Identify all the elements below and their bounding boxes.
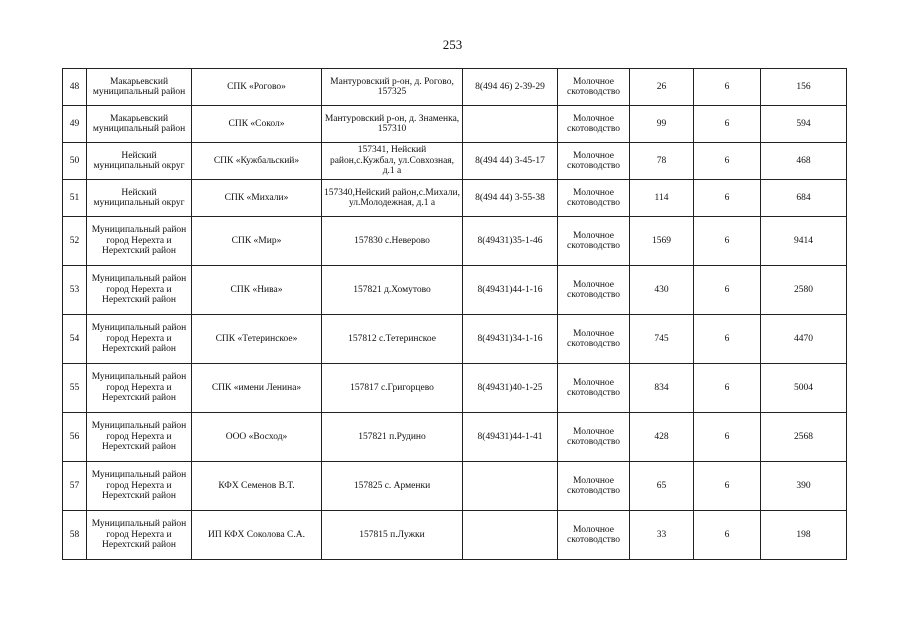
table-row — [63, 217, 847, 266]
phone-cell — [463, 511, 558, 560]
activity-cell: Молочное скотоводство — [558, 106, 630, 143]
municipality-cell: Муниципальный район город Нерехта и Нерехтский район — [87, 266, 192, 315]
table-row — [63, 511, 847, 560]
table-row — [63, 266, 847, 315]
phone-cell: 8(49431)35-1-46 — [463, 217, 558, 266]
livestock-count-cell: 745 — [630, 315, 694, 364]
registry-body — [63, 69, 847, 560]
total-cell: 156 — [761, 69, 847, 106]
activity-cell: Молочное скотоводство — [558, 511, 630, 560]
row-number-cell: 53 — [63, 266, 87, 315]
municipality-cell: Муниципальный район город Нерехта и Нерехтский район — [87, 413, 192, 462]
rate-cell: 6 — [694, 413, 761, 462]
address-cell: 157340,Нейский район,с.Михали, ул.Молодежная, д.1 а — [322, 180, 463, 217]
municipality-cell: Муниципальный район город Нерехта и Нерехтский район — [87, 511, 192, 560]
organization-cell: СПК «Сокол» — [192, 106, 322, 143]
rate-cell: 6 — [694, 106, 761, 143]
phone-cell — [463, 462, 558, 511]
row-number-cell: 56 — [63, 413, 87, 462]
livestock-count-cell: 834 — [630, 364, 694, 413]
row-number-cell: 57 — [63, 462, 87, 511]
activity-cell: Молочное скотоводство — [558, 266, 630, 315]
phone-cell: 8(49431)34-1-16 — [463, 315, 558, 364]
livestock-count-cell: 65 — [630, 462, 694, 511]
address-cell: Мантуровский р-он, д. Знаменка, 157310 — [322, 106, 463, 143]
address-cell: 157341, Нейский район,с.Кужбал, ул.Совхозная, д.1 а — [322, 143, 463, 180]
table-row — [63, 462, 847, 511]
table-row — [63, 364, 847, 413]
municipality-cell: Муниципальный район город Нерехта и Нерехтский район — [87, 462, 192, 511]
rate-cell: 6 — [694, 143, 761, 180]
total-cell: 468 — [761, 143, 847, 180]
organization-cell: КФХ Семенов В.Т. — [192, 462, 322, 511]
rate-cell: 6 — [694, 180, 761, 217]
total-cell: 9414 — [761, 217, 847, 266]
table-row — [63, 106, 847, 143]
phone-cell: 8(49431)44-1-16 — [463, 266, 558, 315]
address-cell: 157821 д.Хомутово — [322, 266, 463, 315]
activity-cell: Молочное скотоводство — [558, 462, 630, 511]
livestock-count-cell: 430 — [630, 266, 694, 315]
row-number-cell: 52 — [63, 217, 87, 266]
activity-cell: Молочное скотоводство — [558, 217, 630, 266]
organization-cell: ИП КФХ Соколова С.А. — [192, 511, 322, 560]
total-cell: 390 — [761, 462, 847, 511]
activity-cell: Молочное скотоводство — [558, 413, 630, 462]
total-cell: 594 — [761, 106, 847, 143]
livestock-count-cell: 26 — [630, 69, 694, 106]
row-number-cell: 49 — [63, 106, 87, 143]
organization-cell: СПК «Тетеринское» — [192, 315, 322, 364]
address-cell: Мантуровский р-он, д. Рогово, 157325 — [322, 69, 463, 106]
municipality-cell: Нейский муниципальный округ — [87, 180, 192, 217]
organization-cell: СПК «Нива» — [192, 266, 322, 315]
activity-cell: Молочное скотоводство — [558, 180, 630, 217]
phone-cell: 8(49431)40-1-25 — [463, 364, 558, 413]
address-cell: 157821 п.Рудино — [322, 413, 463, 462]
rate-cell: 6 — [694, 266, 761, 315]
phone-cell: 8(494 44) 3-55-38 — [463, 180, 558, 217]
page-number: 253 — [442, 37, 463, 52]
row-number-cell: 48 — [63, 69, 87, 106]
address-cell: 157817 с.Григорцево — [322, 364, 463, 413]
rate-cell: 6 — [694, 462, 761, 511]
phone-cell: 8(494 44) 3-45-17 — [463, 143, 558, 180]
organization-cell: СПК «Мир» — [192, 217, 322, 266]
activity-cell: Молочное скотоводство — [558, 364, 630, 413]
livestock-count-cell: 1569 — [630, 217, 694, 266]
address-cell: 157830 с.Неверово — [322, 217, 463, 266]
table-row — [63, 413, 847, 462]
livestock-count-cell: 114 — [630, 180, 694, 217]
total-cell: 2580 — [761, 266, 847, 315]
table-row — [63, 180, 847, 217]
livestock-count-cell: 428 — [630, 413, 694, 462]
phone-cell: 8(494 46) 2-39-29 — [463, 69, 558, 106]
municipality-cell: Муниципальный район город Нерехта и Нерехтский район — [87, 217, 192, 266]
phone-cell — [463, 106, 558, 143]
table-row — [63, 143, 847, 180]
rate-cell: 6 — [694, 511, 761, 560]
organization-cell: СПК «Рогово» — [192, 69, 322, 106]
rate-cell: 6 — [694, 364, 761, 413]
livestock-count-cell: 78 — [630, 143, 694, 180]
table-row — [63, 69, 847, 106]
row-number-cell: 50 — [63, 143, 87, 180]
address-cell: 157812 с.Тетеринское — [322, 315, 463, 364]
registry-table — [62, 68, 847, 560]
organization-cell: ООО «Восход» — [192, 413, 322, 462]
total-cell: 5004 — [761, 364, 847, 413]
livestock-count-cell: 33 — [630, 511, 694, 560]
total-cell: 4470 — [761, 315, 847, 364]
row-number-cell: 51 — [63, 180, 87, 217]
municipality-cell: Муниципальный район город Нерехта и Нерехтский район — [87, 364, 192, 413]
row-number-cell: 58 — [63, 511, 87, 560]
municipality-cell: Макарьевский муниципальный район — [87, 106, 192, 143]
row-number-cell: 54 — [63, 315, 87, 364]
organization-cell: СПК «имени Ленина» — [192, 364, 322, 413]
activity-cell: Молочное скотоводство — [558, 69, 630, 106]
municipality-cell: Нейский муниципальный округ — [87, 143, 192, 180]
rate-cell: 6 — [694, 315, 761, 364]
address-cell: 157815 п.Лужки — [322, 511, 463, 560]
total-cell: 684 — [761, 180, 847, 217]
activity-cell: Молочное скотоводство — [558, 315, 630, 364]
address-cell: 157825 с. Арменки — [322, 462, 463, 511]
phone-cell: 8(49431)44-1-41 — [463, 413, 558, 462]
rate-cell: 6 — [694, 69, 761, 106]
total-cell: 2568 — [761, 413, 847, 462]
municipality-cell: Макарьевский муниципальный район — [87, 69, 192, 106]
livestock-count-cell: 99 — [630, 106, 694, 143]
activity-cell: Молочное скотоводство — [558, 143, 630, 180]
organization-cell: СПК «Михали» — [192, 180, 322, 217]
municipality-cell: Муниципальный район город Нерехта и Нерехтский район — [87, 315, 192, 364]
table-row — [63, 315, 847, 364]
organization-cell: СПК «Кужбальский» — [192, 143, 322, 180]
row-number-cell: 55 — [63, 364, 87, 413]
rate-cell: 6 — [694, 217, 761, 266]
total-cell: 198 — [761, 511, 847, 560]
